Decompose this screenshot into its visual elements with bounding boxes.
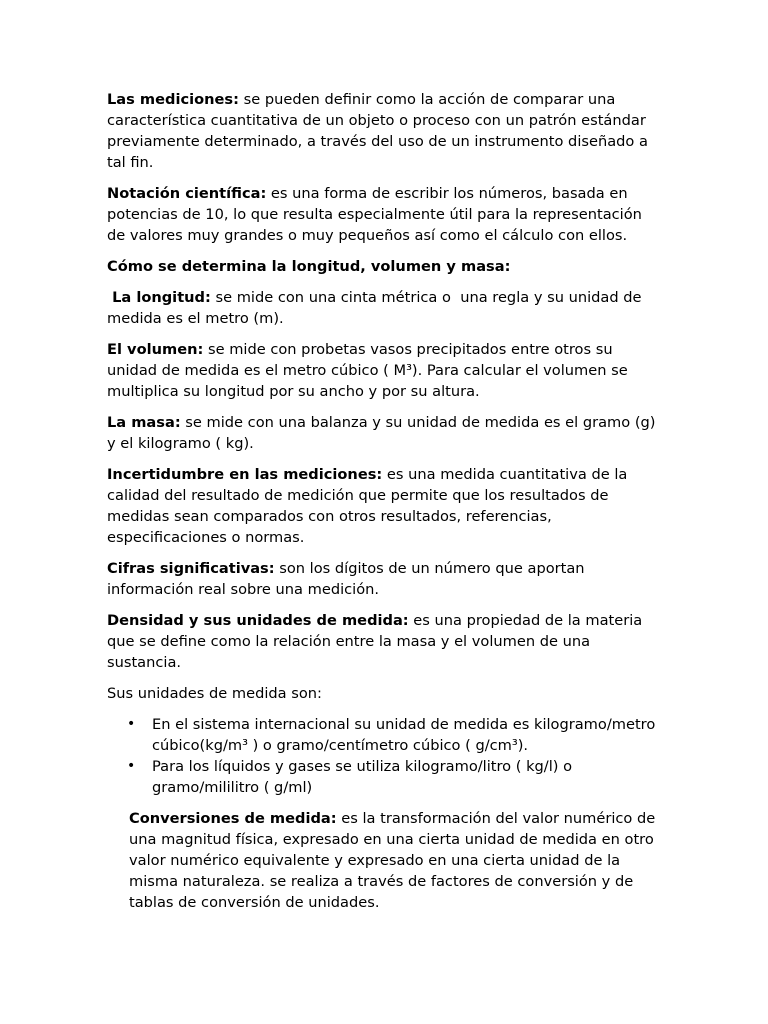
list-item	[107, 756, 663, 798]
bullet-icon: •	[127, 716, 136, 732]
list-item-text: En el sistema internacional su unidad de medida es kilogramo/metro cúbico(kg/m³ ) o gramo/centímetro cúbico ( g/cm³).	[152, 716, 656, 754]
paragraph-longitud	[107, 287, 663, 329]
term-label: Conversiones de medida:	[129, 810, 337, 827]
paragraph-mediciones	[107, 89, 663, 173]
paragraph-text: es la transformación del valor numérico de una magnitud física, expresado en una cierta unidad de medida en otro valor numérico equivalente y expresado en una cierta unidad de la misma naturaleza. se realiza a través de factores de conversión y de tablas de conversión de unidades.	[129, 810, 656, 911]
paragraph-text: se mide con una balanza y su unidad de medida es el gramo (g) y el kilogramo ( kg).	[107, 414, 656, 452]
term-label: Incertidumbre en las mediciones:	[107, 466, 383, 483]
paragraph-densidad	[107, 610, 663, 673]
paragraph-text: es una forma de escribir los números, basada en potencias de 10, lo que resulta especialmente útil para la representación de valores muy grandes o muy pequeños así como el cálculo con ellos.	[107, 185, 642, 244]
list-item-text: Para los líquidos y gases se utiliza kilogramo/litro ( kg/l) o gramo/mililitro ( g/ml)	[152, 758, 573, 796]
paragraph-text: se pueden definir como la acción de comparar una característica cuantitativa de un objeto o proceso con un patrón estándar previamente determinado, a través del uso de un instrumento diseñado a tal fin.	[107, 91, 648, 171]
paragraph-masa	[107, 412, 663, 454]
paragraph-notacion-cientifica	[107, 183, 663, 246]
term-label: Las mediciones:	[107, 91, 239, 108]
term-label: Densidad y sus unidades de medida:	[107, 612, 409, 629]
paragraph-text: se mide con una cinta métrica o una regla y su unidad de medida es el metro (m).	[107, 289, 647, 327]
list-item	[107, 714, 663, 756]
paragraph-text: es una medida cuantitativa de la calidad del resultado de medición que permite que los resultados de medidas sean comparados con otros resultados, referencias, especificaciones o normas.	[107, 466, 628, 546]
term-label: Notación científica:	[107, 185, 267, 202]
term-label: El volumen:	[107, 341, 204, 358]
term-label: Cifras significativas:	[107, 560, 275, 577]
paragraph-volumen	[107, 339, 663, 402]
paragraph-incertidumbre	[107, 464, 663, 548]
paragraph-conversiones	[107, 808, 663, 913]
paragraph-text: es una propiedad de la materia que se define como la relación entre la masa y el volumen de una sustancia.	[107, 612, 643, 671]
term-label: La longitud:	[107, 289, 211, 306]
bullet-icon: •	[127, 758, 136, 774]
paragraph-text: son los dígitos de un número que aportan información real sobre una medición.	[107, 560, 585, 598]
paragraph-text: se mide con probetas vasos precipitados entre otros su unidad de medida es el metro cúbico ( M³). Para calcular el volumen se multiplica su longitud por su ancho y por su altura.	[107, 341, 628, 400]
units-bullet-list	[107, 714, 663, 798]
heading-longitud-volumen-masa	[107, 256, 663, 277]
units-intro: Sus unidades de medida son:	[107, 685, 322, 702]
paragraph-cifras-significativas	[107, 558, 663, 600]
document-page	[107, 89, 663, 923]
term-label: Cómo se determina la longitud, volumen y masa:	[107, 258, 511, 275]
term-label: La masa:	[107, 414, 181, 431]
